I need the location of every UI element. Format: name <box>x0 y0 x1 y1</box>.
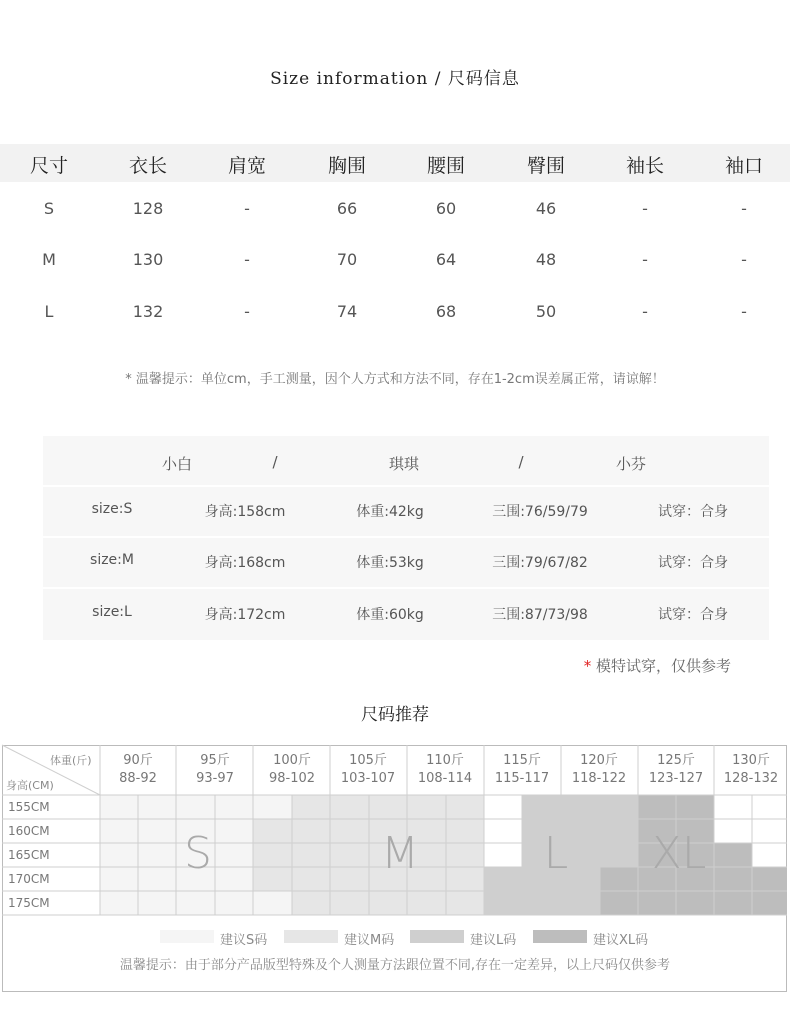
recommend-title: 尺码推荐 <box>361 705 429 725</box>
height-label: 155CM <box>8 800 50 814</box>
weight-jin: 95斤 <box>200 753 230 768</box>
size-cell: L <box>44 302 54 321</box>
weight-range: 108-114 <box>417 771 473 786</box>
length-cell: 132 <box>132 302 164 321</box>
weight-jin: 130斤 <box>732 753 770 768</box>
weight-axis-label: 体重(斤) <box>50 754 92 767</box>
length-cell: 128 <box>132 199 164 218</box>
weight-jin: 125斤 <box>657 753 695 768</box>
model-name: 小白 <box>161 455 193 473</box>
length-cell: 130 <box>132 250 164 269</box>
hip-cell: 50 <box>535 302 557 321</box>
weight-column <box>119 752 157 788</box>
weight-column <box>341 752 395 788</box>
height-label: 165CM <box>8 848 50 862</box>
chest-cell: 70 <box>336 250 358 269</box>
model-size: size:M <box>90 552 134 568</box>
waist-cell: 60 <box>435 199 457 218</box>
size-s-mark: S <box>184 828 212 879</box>
model-measurements: 三围:76/59/79 <box>492 504 588 520</box>
legend-swatch-l <box>410 930 464 943</box>
model-separator: / <box>518 453 524 471</box>
chest-cell: 74 <box>336 302 358 321</box>
model-name: 小芬 <box>615 455 647 473</box>
weight-column <box>724 752 778 788</box>
hip-cell: 48 <box>535 250 557 269</box>
header-waist: 腰围 <box>426 155 465 177</box>
hip-cell: 46 <box>535 199 557 218</box>
header-cuff: 袖口 <box>724 155 763 177</box>
legend-label-l: 建议L码 <box>470 933 517 948</box>
model-weight: 体重:42kg <box>356 504 424 520</box>
size-cell: S <box>43 199 55 218</box>
header-shoulder: 肩宽 <box>227 155 266 177</box>
model-measurements: 三围:87/73/98 <box>492 607 588 623</box>
chest-cell: 66 <box>336 199 358 218</box>
cuff-cell: - <box>741 302 747 321</box>
weight-jin: 100斤 <box>273 753 311 768</box>
shoulder-cell: - <box>244 250 250 269</box>
size-cell: M <box>42 250 56 269</box>
model-weight: 体重:53kg <box>356 555 424 571</box>
weight-jin: 105斤 <box>349 753 387 768</box>
weight-range: 103-107 <box>340 771 396 786</box>
weight-jin: 110斤 <box>426 753 464 768</box>
measurement-note: * 温馨提示：单位cm，手工测量，因个人方式和方法不同，存在1-2cm误差属正常，请谅解！ <box>125 372 665 387</box>
size-l-mark: L <box>543 828 569 879</box>
weight-jin: 90斤 <box>123 753 153 768</box>
cuff-cell: - <box>741 250 747 269</box>
weight-jin: 120斤 <box>580 753 618 768</box>
header-hip: 臀围 <box>526 155 565 177</box>
height-axis-label: 身高(CM) <box>6 779 54 792</box>
weight-column <box>649 752 703 788</box>
legend-label-xl: 建议XL码 <box>593 933 649 948</box>
weight-jin: 115斤 <box>503 753 541 768</box>
model-fit: 试穿：合身 <box>658 555 728 571</box>
model-height: 身高:158cm <box>204 504 286 520</box>
legend-label-m: 建议M码 <box>344 933 395 948</box>
header-chest: 胸围 <box>327 155 366 177</box>
weight-column <box>495 752 549 788</box>
weight-range: 128-132 <box>723 771 779 786</box>
s-region <box>253 795 292 819</box>
model-fit: 试穿：合身 <box>658 607 728 623</box>
model-measurements: 三围:79/67/82 <box>492 555 588 571</box>
shoulder-cell: - <box>244 199 250 218</box>
recommend-tip: 温馨提示：由于部分产品版型特殊及个人测量方法跟位置不同,存在一定差异，以上尺码仅供参考 <box>119 958 671 973</box>
model-separator: / <box>272 453 278 471</box>
model-size: size:L <box>92 604 132 620</box>
model-height: 身高:172cm <box>204 607 286 623</box>
legend-label-s: 建议S码 <box>220 933 268 948</box>
header-size: 尺寸 <box>29 155 68 177</box>
waist-cell: 64 <box>435 250 457 269</box>
model-height: 身高:168cm <box>204 555 286 571</box>
header-length: 衣长 <box>128 155 167 177</box>
weight-range: 118-122 <box>571 771 627 786</box>
weight-column <box>572 752 626 788</box>
page-title: Size information / 尺码信息 <box>270 69 520 89</box>
model-weight: 体重:60kg <box>356 607 424 623</box>
xl-region <box>714 843 752 867</box>
sleeve-cell: - <box>642 302 648 321</box>
height-label: 160CM <box>8 824 50 838</box>
weight-range: 115-117 <box>494 771 550 786</box>
sleeve-cell: - <box>642 199 648 218</box>
weight-range: 88-92 <box>119 771 157 786</box>
weight-column <box>196 752 234 788</box>
model-size: size:S <box>91 501 133 517</box>
s-region <box>253 891 292 915</box>
weight-column <box>418 752 472 788</box>
height-label: 175CM <box>8 896 50 910</box>
weight-range: 93-97 <box>196 771 234 786</box>
waist-cell: 68 <box>435 302 457 321</box>
weight-range: 123-127 <box>648 771 704 786</box>
star-mark: * <box>583 657 592 675</box>
model-note-text: 模特试穿，仅供参考 <box>595 657 731 675</box>
model-fit: 试穿：合身 <box>658 504 728 520</box>
legend-swatch-xl <box>533 930 587 943</box>
legend-swatch-m <box>284 930 338 943</box>
model-name: 琪琪 <box>388 455 420 473</box>
size-xl-mark: XL <box>651 828 707 879</box>
weight-range: 98-102 <box>268 771 316 786</box>
legend-swatch-s <box>160 930 214 943</box>
header-sleeve: 袖长 <box>625 155 664 177</box>
size-m-mark: M <box>381 828 419 879</box>
sleeve-cell: - <box>642 250 648 269</box>
cuff-cell: - <box>741 199 747 218</box>
height-label: 170CM <box>8 872 50 886</box>
weight-column <box>269 752 315 788</box>
shoulder-cell: - <box>244 302 250 321</box>
